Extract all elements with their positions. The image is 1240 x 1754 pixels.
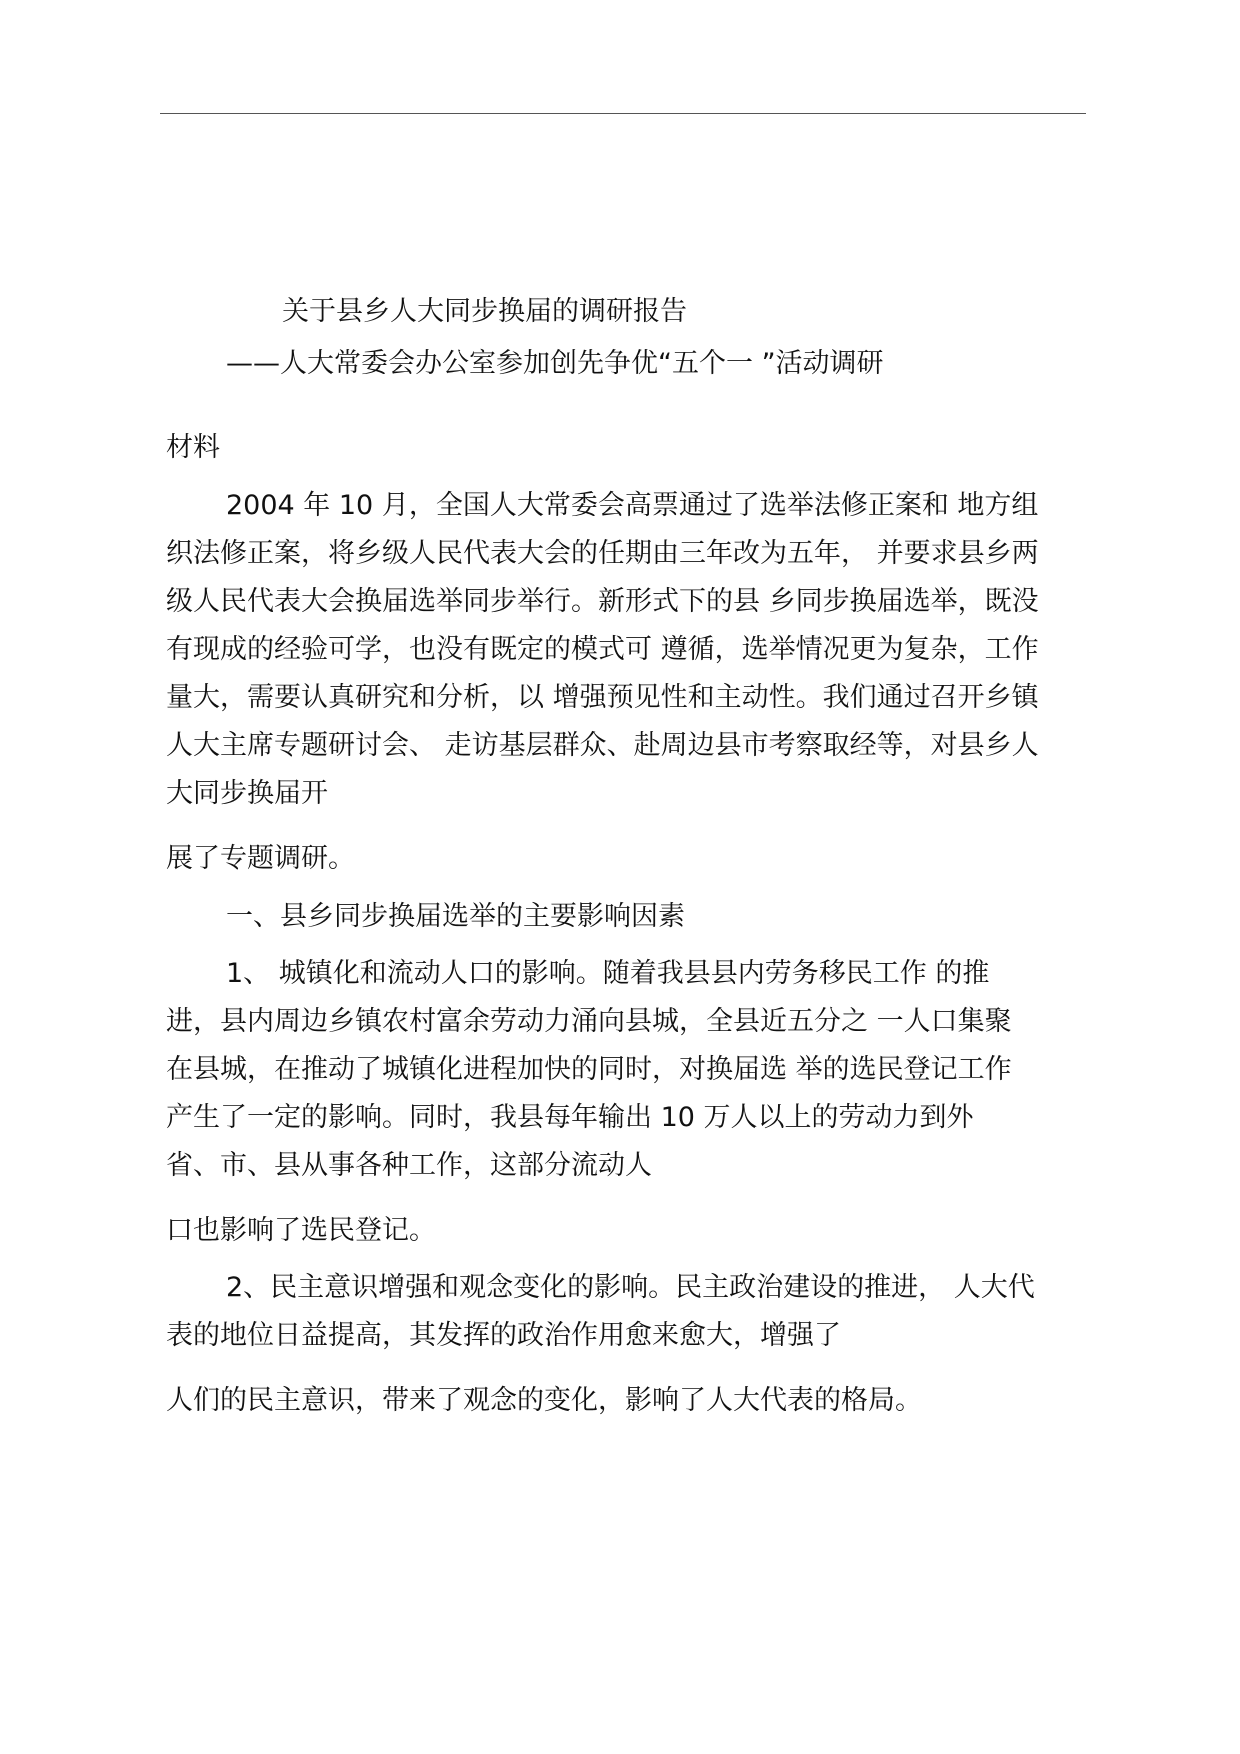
text-line: 进，县内周边乡镇农村富余劳动力涌向县城，全县近五分之 一人口集聚 bbox=[166, 1006, 1012, 1037]
text-line: 在县城，在推动了城镇化进程加快的同时，对换届选 举的选民登记工作 bbox=[166, 1054, 1012, 1085]
text-line: 2004 年 10 月，全国人大常委会高票通过了选举法修正案和 地方组 bbox=[226, 490, 1039, 521]
header-rule bbox=[160, 113, 1086, 114]
text-line: 表的地位日益提高，其发挥的政治作用愈来愈大，增强了 bbox=[166, 1320, 841, 1351]
text-line: 量大，需要认真研究和分析，以 增强预见性和主动性。我们通过召开乡镇 bbox=[166, 682, 1039, 713]
text-line: 级人民代表大会换届选举同步举行。新形式下的县 乡同步换届选举，既没 bbox=[166, 586, 1039, 617]
text-line: 口也影响了选民登记。 bbox=[166, 1215, 436, 1246]
text-line: 织法修正案，将乡级人民代表大会的任期由三年改为五年， 并要求县乡两 bbox=[166, 538, 1039, 569]
text-line: 产生了一定的影响。同时，我县每年输出 10 万人以上的劳动力到外 bbox=[166, 1102, 974, 1133]
text-line: 2、民主意识增强和观念变化的影响。民主政治建设的推进， 人大代 bbox=[226, 1272, 1035, 1303]
text-line: 展了专题调研。 bbox=[166, 843, 355, 874]
text-line: 材料 bbox=[166, 432, 220, 463]
text-line: 省、市、县从事各种工作，这部分流动人 bbox=[166, 1150, 652, 1181]
text-line: 人大主席专题研讨会、 走访基层群众、赴周边县市考察取经等，对县乡人 bbox=[166, 730, 1039, 761]
document-title: 关于县乡人大同步换届的调研报告 bbox=[282, 296, 687, 327]
text-line: 有现成的经验可学，也没有既定的模式可 遵循，选举情况更为复杂，工作 bbox=[166, 634, 1039, 665]
text-line: 人们的民主意识，带来了观念的变化，影响了人大代表的格局。 bbox=[166, 1385, 922, 1416]
document-subtitle: ——人大常委会办公室参加创先争优“五个一 ”活动调研 bbox=[226, 348, 884, 379]
text-line: 大同步换届开 bbox=[166, 778, 328, 809]
section-heading: 一、县乡同步换届选举的主要影响因素 bbox=[226, 901, 685, 932]
text-line: 1、 城镇化和流动人口的影响。随着我县县内劳务移民工作 的推 bbox=[226, 958, 990, 989]
